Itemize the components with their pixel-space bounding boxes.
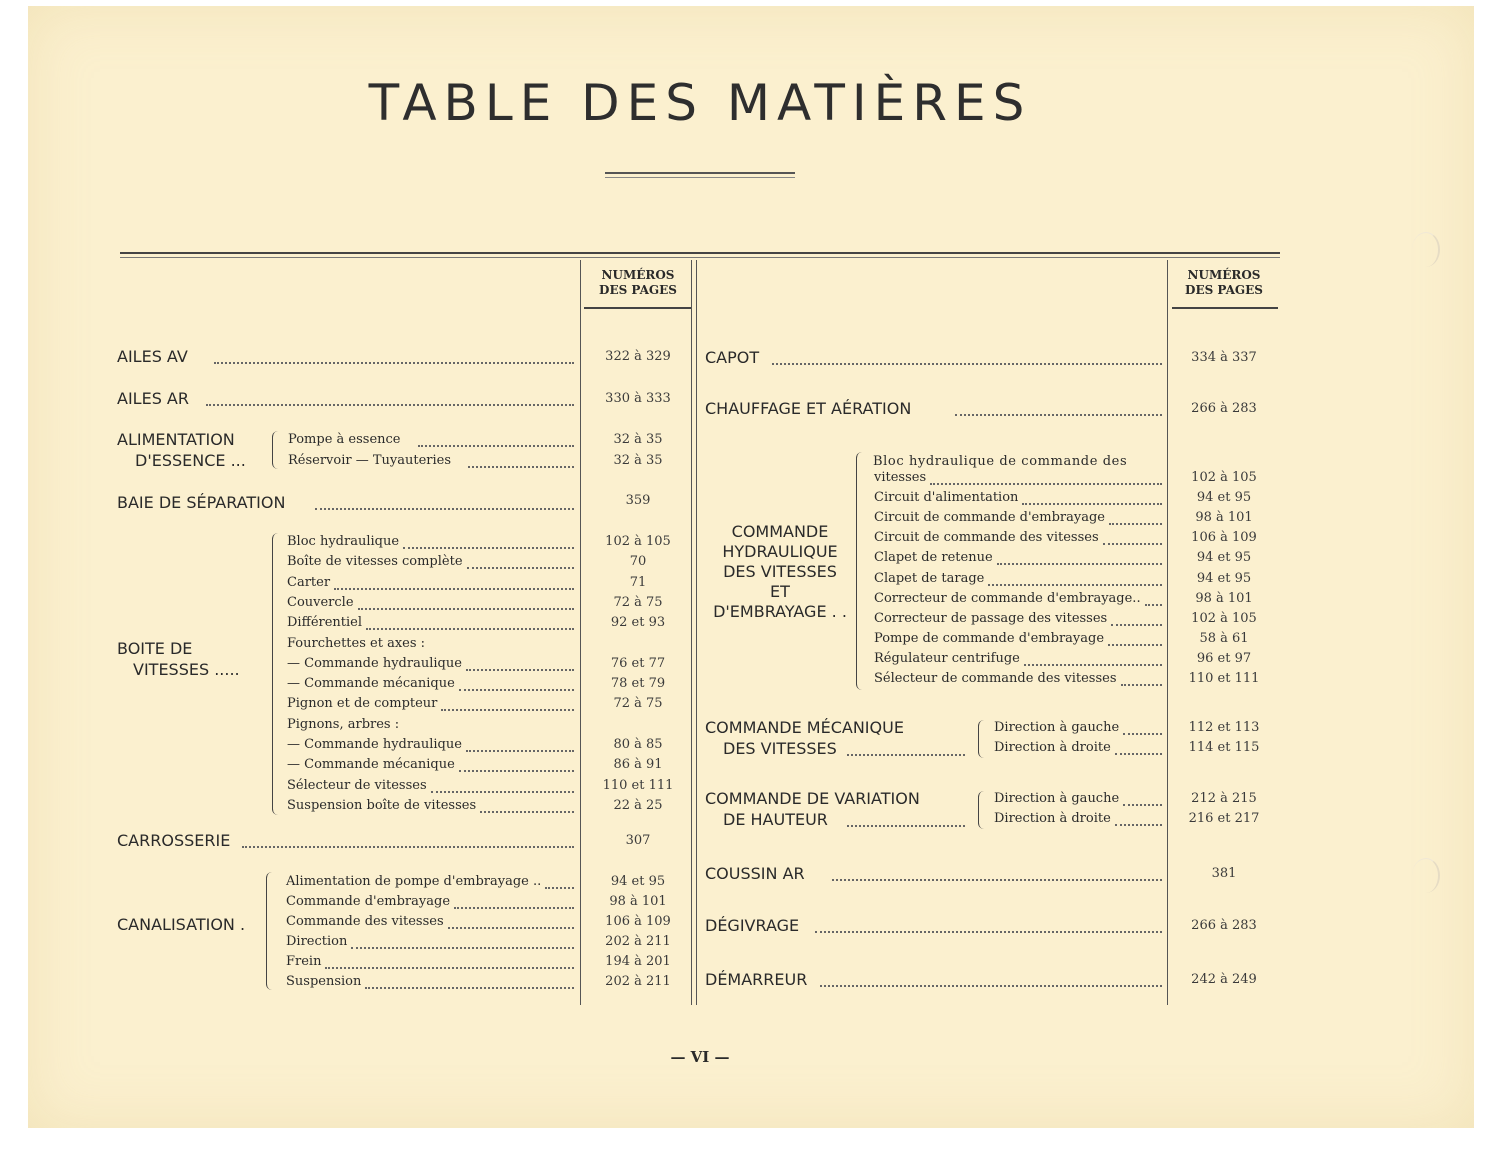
page-number: 334 à 337: [1191, 350, 1257, 365]
sub-entry: Bloc hydraulique de commande des: [873, 454, 1128, 469]
page-number: 94 et 95: [610, 874, 666, 889]
page-number: 216 et 217: [1188, 811, 1260, 826]
dot-leader: [206, 404, 574, 406]
page-number: 98 à 101: [1195, 590, 1253, 606]
sub-entry: Direction à droite: [994, 740, 1111, 755]
page-number: 98 à 101: [1195, 510, 1253, 526]
dot-leader: [325, 967, 574, 969]
entry-chauffage: CHAUFFAGE ET AÉRATION: [705, 399, 912, 418]
brace: [856, 452, 863, 690]
sub-entry: Suspension: [286, 974, 362, 989]
dot-leader: [930, 483, 1162, 485]
dot-leader: [459, 770, 574, 772]
dot-leader: [1103, 543, 1162, 545]
sub-entry: Bloc hydraulique: [287, 534, 400, 549]
title-underline: [605, 172, 795, 178]
dot-leader: [454, 907, 574, 909]
dot-leader: [997, 563, 1162, 565]
brace: [978, 791, 985, 829]
sub-entry: Clapet de tarage: [874, 570, 985, 586]
dot-leader: [1123, 733, 1162, 735]
entry-baie: BAIE DE SÉPARATION: [117, 493, 286, 512]
sub-entry: Différentiel: [287, 615, 363, 631]
page-number: 102 à 105: [1191, 470, 1257, 485]
page-number: 71: [629, 574, 647, 590]
sub-entry: — Commande mécanique: [287, 757, 455, 773]
sub-entry: Suspension boîte de vitesses: [287, 797, 477, 813]
dot-leader: [1022, 503, 1162, 505]
page-number: 58 à 61: [1199, 630, 1249, 646]
sub-entry: Fourchettes et axes :: [287, 635, 426, 651]
entry-carrosserie: CARROSSERIE: [117, 831, 231, 850]
page-number: 76 et 77: [610, 655, 666, 671]
dot-leader: [358, 608, 574, 610]
brace: [266, 872, 273, 990]
entry-commande-variation: COMMANDE DE VARIATION: [705, 789, 920, 808]
page-number: 322 à 329: [605, 349, 671, 364]
sub-entry: Pompe à essence: [288, 432, 401, 447]
page-number: 86 à 91: [613, 757, 663, 773]
entry-coussin: COUSSIN AR: [705, 864, 805, 883]
page-number: 92 et 93: [610, 615, 666, 631]
sub-entry: Circuit de commande d'embrayage: [874, 510, 1105, 526]
dot-leader: [441, 709, 574, 711]
column-header-right: NUMÉROS DES PAGES: [1185, 268, 1263, 297]
dot-leader: [315, 508, 574, 510]
dot-leader: [431, 791, 574, 793]
sub-entry: Boîte de vitesses complète: [287, 554, 463, 570]
sub-entry: Clapet de retenue: [874, 550, 993, 566]
entry-boite: VITESSES .....: [133, 660, 240, 679]
dot-leader: [466, 750, 574, 752]
entry-commande-hydraulique: COMMANDE HYDRAULIQUE DES VITESSES ET D'EMBRAYAGE . .: [713, 522, 847, 621]
dot-leader: [214, 362, 574, 364]
page-number: 98 à 101: [609, 894, 667, 909]
page-number: 242 à 249: [1191, 972, 1257, 987]
sub-entry: — Commande mécanique: [287, 676, 455, 692]
page-number: 266 à 283: [1191, 918, 1257, 933]
header-underline-right: [1172, 307, 1278, 309]
entry-alimentation: ALIMENTATION: [117, 430, 235, 449]
sub-entry: Couvercle: [287, 594, 354, 610]
dot-leader: [1108, 644, 1162, 646]
sub-entry: Frein: [286, 954, 322, 969]
dot-leader: [1115, 824, 1162, 826]
dot-leader: [403, 547, 574, 549]
page-number: 94 et 95: [1196, 570, 1252, 586]
entry-commande-variation: DE HAUTEUR: [723, 810, 828, 829]
sub-entry: Circuit d'alimentation: [874, 490, 1019, 506]
page-number: 106 à 109: [1191, 530, 1257, 546]
sub-entry: Réservoir — Tuyauteries: [288, 453, 452, 468]
page-folio: — VI —: [670, 1048, 730, 1066]
column-rule: [1167, 260, 1168, 1005]
dot-leader: [832, 879, 1162, 881]
page-number: 114 et 115: [1188, 740, 1260, 755]
column-rule: [580, 260, 581, 1005]
sub-entry: Correcteur de commande d'embrayage..: [874, 590, 1141, 606]
table-top-rule: [120, 252, 1280, 258]
entry-boite: BOITE DE: [117, 639, 193, 658]
entry-ailes-ar: AILES AR: [117, 389, 189, 408]
page-number: 110 et 111: [1188, 671, 1260, 686]
entry-demarreur: DÉMARREUR: [705, 970, 808, 989]
page-number: 110 et 111: [602, 777, 674, 793]
dot-leader: [351, 947, 574, 949]
dot-leader: [448, 927, 574, 929]
sub-entry: Direction à gauche: [994, 791, 1120, 806]
sub-entry: Circuit de commande des vitesses: [874, 530, 1099, 546]
page-number: 102 à 105: [605, 534, 671, 549]
dot-leader: [847, 825, 965, 827]
dot-leader: [1121, 684, 1162, 686]
page-number: 70: [629, 554, 647, 570]
page-number: 266 à 283: [1191, 401, 1257, 416]
page-number: 330 à 333: [605, 391, 671, 406]
sub-entry: Correcteur de passage des vitesses: [874, 610, 1108, 626]
page-number: 80 à 85: [613, 737, 663, 752]
page-number: 22 à 25: [613, 797, 663, 813]
dot-leader: [1145, 604, 1162, 606]
page-number: 202 à 211: [605, 974, 671, 989]
entry-alimentation: D'ESSENCE ...: [135, 451, 246, 470]
entry-commande-mecanique: DES VITESSES: [723, 739, 837, 758]
dot-leader: [242, 846, 574, 848]
page-title: TABLE DES MATIÈRES: [368, 74, 1032, 132]
dot-leader: [820, 985, 1162, 987]
dot-leader: [1115, 753, 1162, 755]
dot-leader: [466, 669, 574, 671]
page-number: 94 et 95: [1196, 550, 1252, 566]
sub-entry: Sélecteur de commande des vitesses: [874, 671, 1117, 686]
entry-commande-mecanique: COMMANDE MÉCANIQUE: [705, 718, 904, 737]
dot-leader: [365, 987, 574, 989]
page-number: 72 à 75: [613, 696, 663, 712]
page-number: 359: [625, 493, 651, 508]
sub-entry: Régulateur centrifuge: [874, 650, 1020, 666]
dot-leader: [815, 931, 1162, 933]
page-number: 72 à 75: [613, 594, 663, 610]
sub-entry: Pignons, arbres :: [287, 716, 400, 732]
sub-entry: — Commande hydraulique: [287, 737, 462, 752]
sub-entry: Pignon et de compteur: [287, 696, 438, 712]
dot-leader: [459, 689, 574, 691]
sub-entry: Carter: [287, 574, 331, 590]
sub-entry: Pompe de commande d'embrayage: [874, 630, 1105, 646]
sub-entry: Alimentation de pompe d'embrayage ..: [286, 874, 542, 889]
page-number: 112 et 113: [1188, 720, 1260, 735]
brace: [272, 431, 279, 469]
entry-degivrage: DÉGIVRAGE: [705, 916, 800, 935]
dot-leader: [1109, 523, 1162, 525]
dot-leader: [468, 466, 574, 468]
page-number: 32 à 35: [613, 432, 663, 447]
dot-leader: [772, 363, 1162, 365]
dot-leader: [467, 567, 574, 569]
dot-leader: [955, 414, 1162, 416]
dot-leader: [1024, 664, 1162, 666]
page-number: 106 à 109: [605, 914, 671, 929]
dot-leader: [1123, 804, 1162, 806]
page-number: 202 à 211: [605, 934, 671, 949]
page-number: 194 à 201: [605, 954, 671, 969]
dot-leader: [988, 584, 1162, 586]
sub-entry: Commande des vitesses: [286, 914, 444, 929]
sub-entry: Direction à gauche: [994, 720, 1120, 735]
page-number: 102 à 105: [1191, 610, 1257, 626]
sub-entry: vitesses: [874, 470, 927, 485]
page-number: 212 à 215: [1191, 791, 1257, 806]
entry-capot: CAPOT: [705, 348, 760, 367]
binder-hole: [1412, 232, 1440, 267]
page-number: 307: [625, 833, 651, 848]
page-number: 94 et 95: [1196, 490, 1252, 506]
binder-hole: [1412, 858, 1440, 893]
dot-leader: [545, 887, 574, 889]
sub-entry: — Commande hydraulique: [287, 655, 462, 671]
dot-leader: [1111, 624, 1162, 626]
entry-canalisation: CANALISATION .: [117, 915, 246, 934]
page-number: 32 à 35: [613, 453, 663, 468]
page-number: 96 et 97: [1196, 650, 1252, 666]
column-header-left: NUMÉROS DES PAGES: [599, 268, 677, 297]
page-number: 78 et 79: [610, 676, 666, 692]
brace: [272, 533, 279, 815]
sub-entry: Sélecteur de vitesses: [287, 777, 427, 793]
sub-entry: Commande d'embrayage: [286, 894, 451, 909]
dot-leader: [334, 588, 574, 590]
dot-leader: [847, 754, 965, 756]
dot-leader: [418, 445, 574, 447]
sub-entry: Direction: [286, 934, 348, 949]
dot-leader: [480, 811, 574, 813]
brace: [978, 720, 985, 758]
sub-entry: Direction à droite: [994, 811, 1111, 826]
header-underline-left: [584, 307, 692, 309]
page-number: 381: [1211, 866, 1237, 881]
dot-leader: [366, 628, 574, 630]
entry-ailes-av: AILES AV: [117, 347, 188, 366]
